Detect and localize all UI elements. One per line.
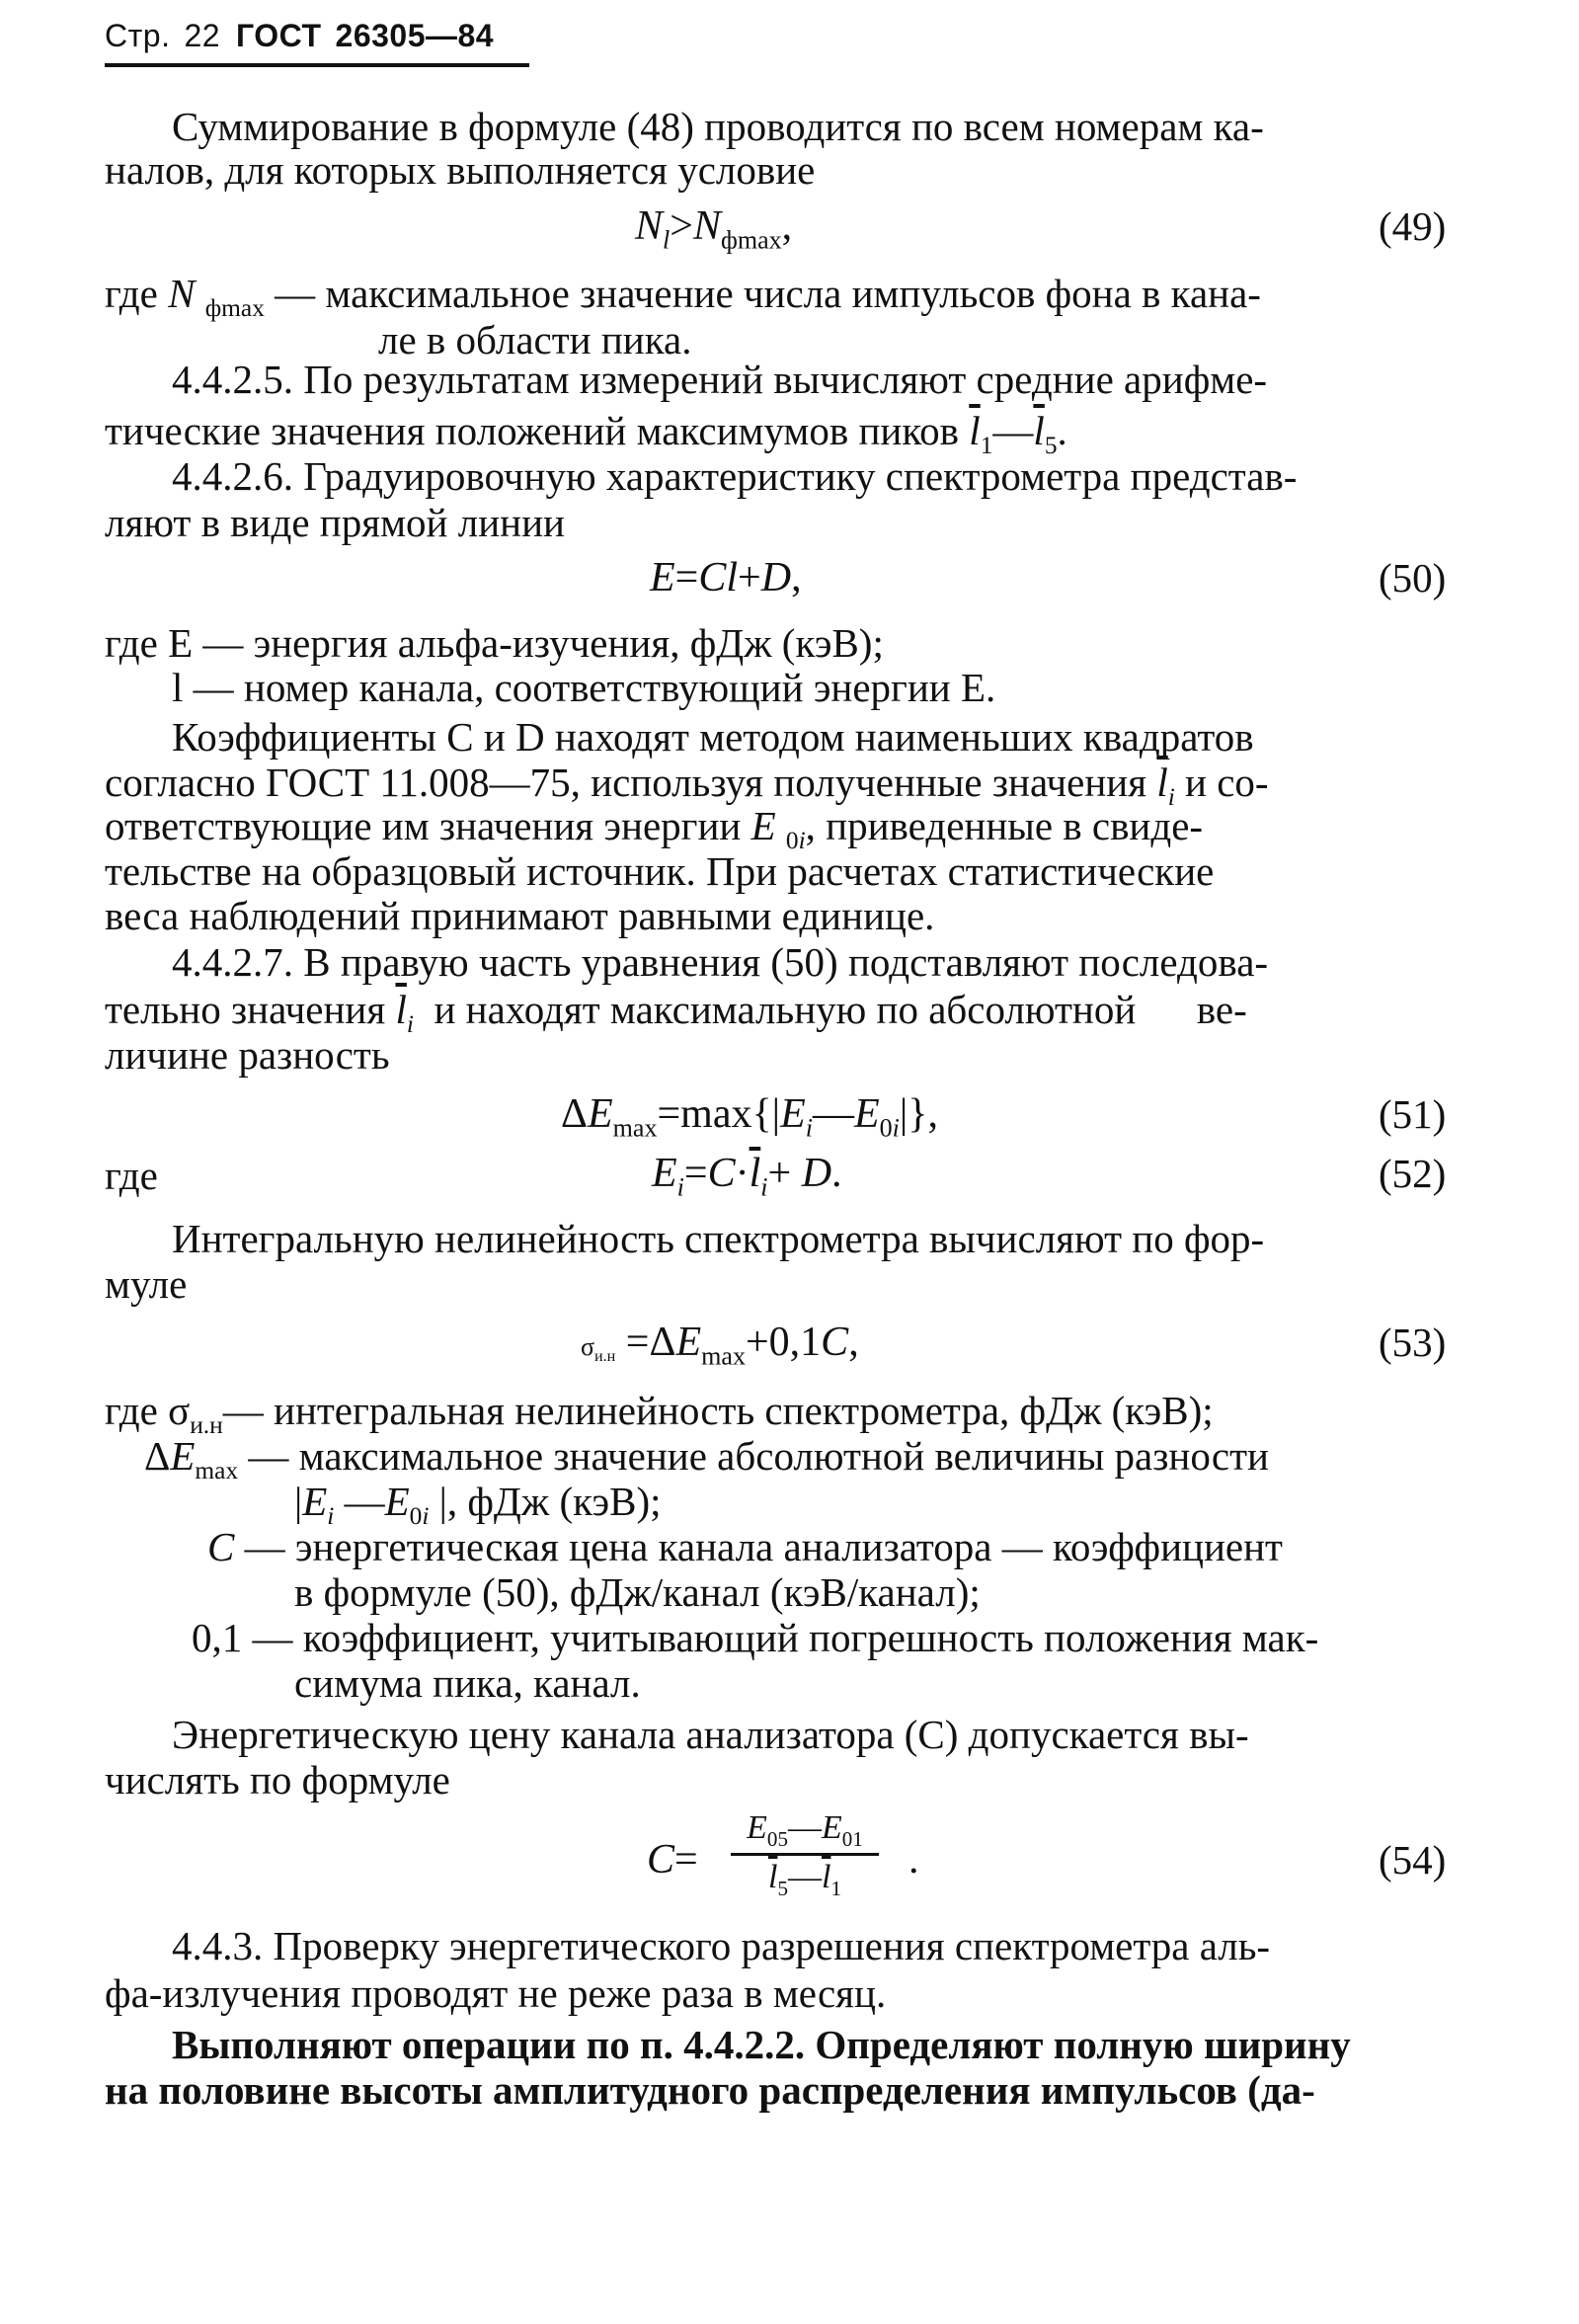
text-line: 0,1 — коэффициент, учитывающий погрешность положения мак- [192,1615,1319,1660]
text-fragment: и находят максимальную по абсолютной [434,987,1137,1032]
text-fragment: — максимальное значение числа импульсов фона в кана- [275,271,1261,316]
page-header [105,18,494,54]
text-fragment: и со- [1185,760,1269,805]
text-fragment: согласно ГОСТ 11.008—75, используя полученные значения [105,760,1147,805]
equation-number-52: (52) [1379,1151,1447,1196]
equation-number-53: (53) [1379,1320,1447,1365]
text-line: C — энергетическая цена канала анализатора — коэффициент [207,1524,1283,1569]
fraction-bar [731,1853,879,1856]
text-fragment: тические значения положений максимумов пиков [105,408,960,453]
text-line: ответствующие им значения энергии E $_{0i}$, приведенные в свиде- [105,803,1204,855]
text-line: где [105,1153,158,1198]
formula-54-fraction [731,1809,879,1908]
text-line: 4.4.2.7. В правую часть уравнения (50) подставляют последова- [172,939,1269,985]
text-fragment: — интегральная нелинейность спектрометра, фДж (кэВ); [222,1388,1214,1433]
text-line: где N $_{фmax}$ — максимальное значение числа импульсов фона в кана- [105,271,1261,323]
header-standard: ГОСТ [236,18,322,53]
text-line: фа-излучения проводят не реже раза в месяц. [105,1970,887,2016]
text-fragment: где [105,1388,158,1433]
text-line: ляют в виде прямой линии [105,500,565,545]
equation-number-49: (49) [1379,203,1447,249]
text-fragment: ответствующие им значения энергии [105,803,742,848]
text-line: ле в области пика. [378,317,692,362]
fraction-numerator: $E_{05}—E_{01}$ [747,1809,863,1851]
text-line: налов, для которых выполняется условие [105,147,816,193]
formula-54-lhs: C= [647,1837,698,1883]
equation-number-50: (50) [1379,555,1447,601]
text-line: веса наблюдений принимают равными единице. [105,893,935,938]
text-fragment: тельно значения [105,987,386,1032]
text-line: на половине высоты амплитудного распределения импульсов (да- [105,2067,1315,2113]
header-page-number: 22 [184,18,221,53]
text-line: $|E_i$ $—E_{0i}$ |, фДж (кэВ); [294,1479,662,1531]
text-line: числять по формуле [105,1757,450,1803]
text-line: тические значения положений максимумов пиков $\overline{l}_1—\overline{l}_5$. [105,408,1067,460]
equation-number-54: (54) [1379,1837,1447,1883]
header-label: Стр. [105,18,171,53]
text-line: тельно значения $\overline{l}_i$ и находят максимальную по абсолютной ве- [105,987,1247,1039]
equation-number-51: (51) [1379,1091,1447,1137]
text-line: $\Delta E_{max}$ — максимальное значение абсолютной величины разности [144,1433,1269,1485]
formula-51: $\Delta E_{max}=\max\{|E_i—E_{0i}|\}$, [561,1091,938,1143]
text-line: Выполняют операции по п. 4.4.2.2. Определяют полную ширину [172,2022,1351,2067]
text-line: 4.4.2.6. Градуировочную характеристику спектрометра представ- [172,453,1298,499]
header-code: 26305—84 [335,18,495,53]
fraction-denominator: $\overline{l}_5—\overline{l}_1$ [768,1859,841,1900]
text-line: Суммирование в формуле (48) проводится по всем номерам ка- [172,104,1264,149]
formula-50: E=Cl+D, [650,555,802,601]
text-line: 4.4.2.5. По результатам измерений вычисляют средние арифме- [172,357,1268,402]
formula-53: $\sigma_{и.н} =\Delta E_{max}+0,1C$, [581,1320,859,1371]
text-line: 4.4.3. Проверку энергетического разрешения спектрометра аль- [172,1923,1271,1968]
text-fragment: , фДж (кэВ); [446,1479,662,1524]
text-line: где $\sigma_{и.н}—$ интегральная нелинейность спектрометра, фДж (кэВ); [105,1388,1214,1440]
formula-52: $E_i=C\cdot\overline{l}_i+ D$. [652,1151,842,1202]
text-line: Коэффициенты C и D находят методом наименьших квадратов [172,714,1254,760]
text-line: симума пика, канал. [294,1660,641,1706]
formula-54-end: . [908,1837,919,1883]
text-fragment: ве- [1196,987,1247,1032]
text-fragment: где [105,271,158,316]
formula-49: $N_l>N_{фmax}$, [635,203,793,255]
header-rule [105,63,529,67]
text-line: где E — энергия альфа-изучения, фДж (кэВ); [105,620,884,666]
text-line: личине разность [105,1032,390,1078]
text-line: в формуле (50), фДж/канал (кэВ/канал); [294,1569,981,1615]
text-fragment: — энергетическая цена канала анализатора — коэффициент [244,1524,1283,1569]
text-line: тельстве на образцовый источник. При расчетах статистические [105,848,1215,894]
text-line: Энергетическую цену канала анализатора (C) допускается вы- [172,1712,1249,1757]
text-fragment: — максимальное значение абсолютной величины разности [248,1433,1269,1479]
text-line: Интегральную нелинейность спектрометра вычисляют по фор- [172,1216,1265,1261]
text-line: согласно ГОСТ 11.008—75, используя полученные значения $\overline{l}_i$ и со- [105,760,1269,812]
text-fragment: приведенные в свиде- [826,803,1204,848]
text-line: муле [105,1261,188,1307]
text-line: l — номер канала, соответствующий энергии E. [172,665,996,710]
